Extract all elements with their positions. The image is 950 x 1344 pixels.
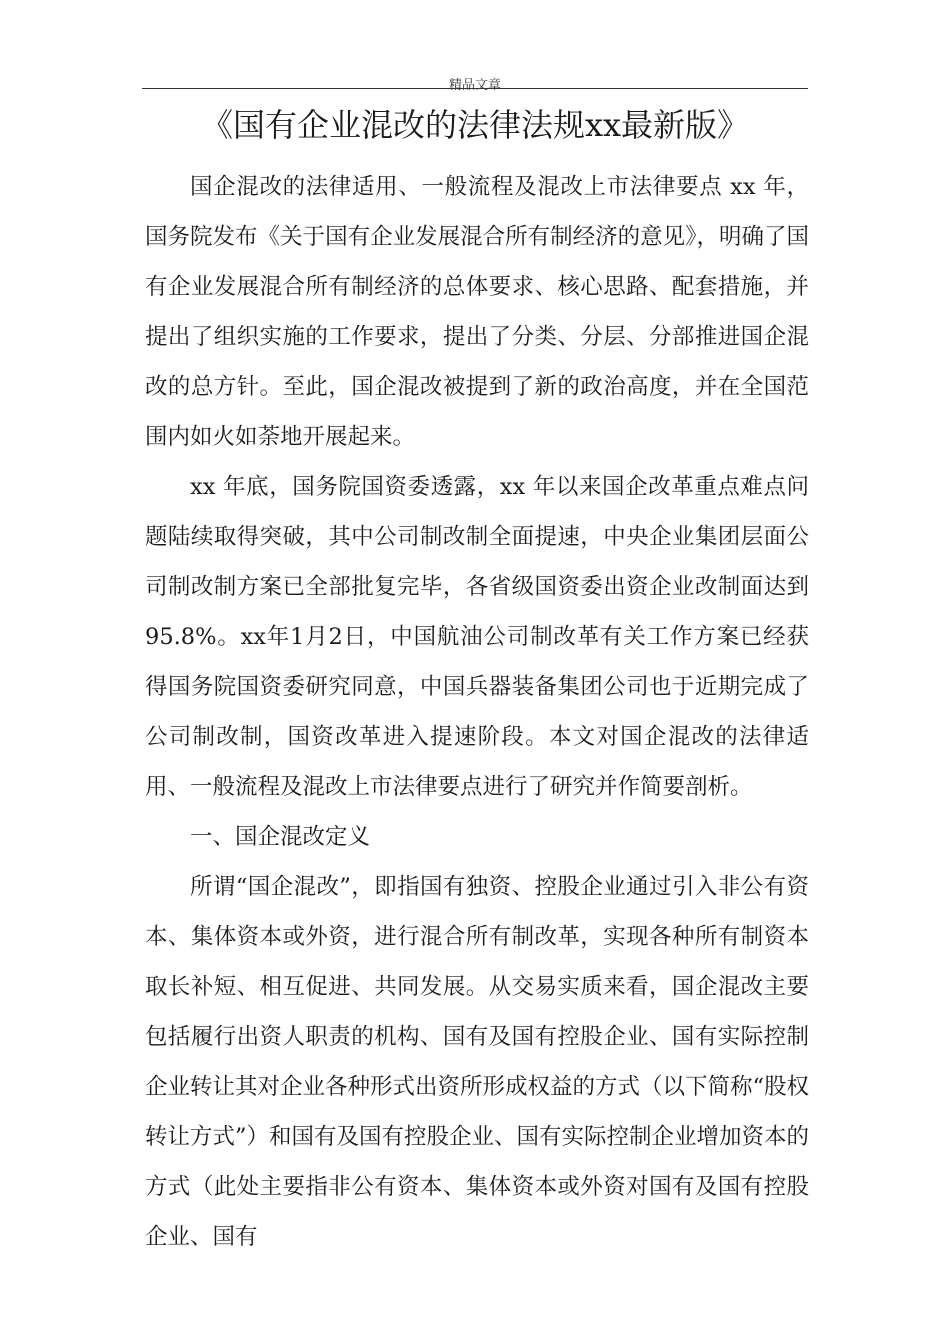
paragraph-definition: 所谓“国企混改”，即指国有独资、控股企业通过引入非公有资本、集体资本或外资，进行混合所有制改革，实现各种所有制资本取长补短、相互促进、共同发展。从交易实质来看，国企混改主要包括履行出资人职责的机构、国有及国有控股企业、国有实际控制企业转让其对企业各种形式出资所形成权益的方式（以下简称“股权转让方式”）和国有及国有控股企业、国有实际控制企业增加资本的方式（此处主要指非公有资本、集体资本或外资对国有及国有控股企业、国有 (145, 874, 810, 1250)
header-divider (142, 88, 808, 89)
paragraph-intro: 国企混改的法律适用、一般流程及混改上市法律要点 xx 年，国务院发布《关于国有企业发展混合所有制经济的意见》，明确了国有企业发展混合所有制经济的总体要求、核心思路、配套措施，并提出了组织实施的工作要求，提出了分类、分层、分部推进国企混改的总方针。至此，国企混改被提到了新的政治高度，并在全国范围内如火如荼地开展起来。 (145, 174, 809, 450)
page-header: 精品文章 (448, 78, 501, 93)
section-heading-definition: 一、国企混改定义 (190, 824, 371, 850)
paragraph-progress: xx 年底，国务院国资委透露，xx 年以来国企改革重点难点问题陆续取得突破，其中公司制改制全面提速，中央企业集团层面公司制改制方案已全部批复完毕，各省级国资委出资企业改制面达到95.8%。xx年1月2日，中国航油公司制改革有关工作方案已经获得国务院国资委研究同意，中国兵器装备集团公司也于近期完成了公司制改制，国资改革进入提速阶段。本文对国企混改的法律适用、一般流程及混改上市法律要点进行了研究并作简要剖析。 (145, 474, 809, 800)
document-body (145, 162, 809, 1262)
document-title: 《国有企业混改的法律法规xx最新版》 (200, 106, 750, 144)
